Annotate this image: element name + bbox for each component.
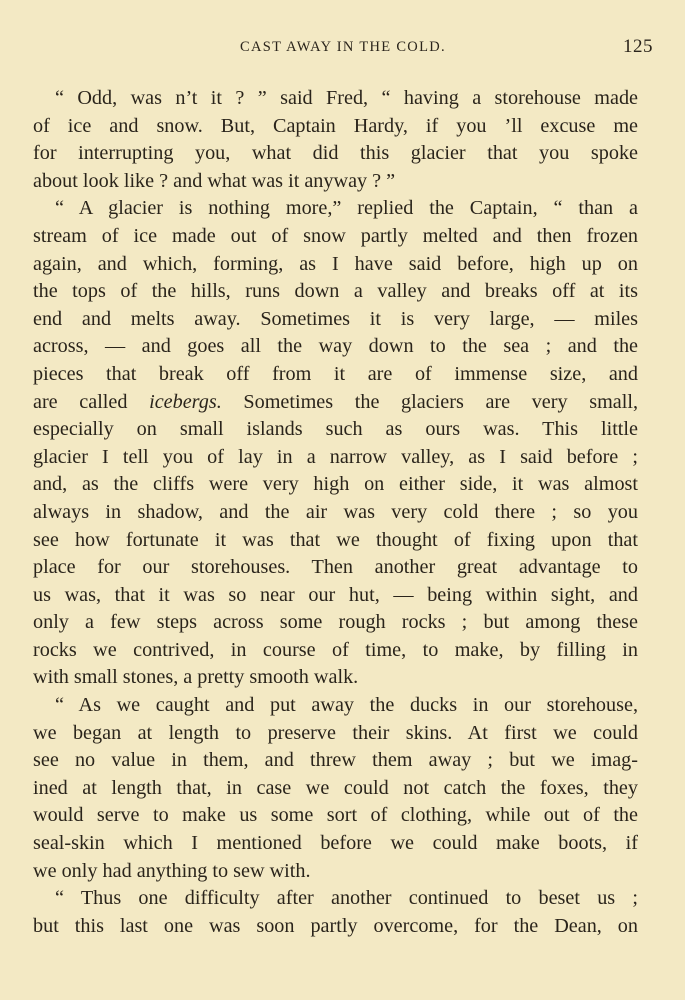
text-line: “ Thus one difficulty after another continued to beset us ;: [55, 887, 638, 910]
text-line: always in shadow, and the air was very cold there ; so you: [33, 500, 638, 523]
running-title: CAST AWAY IN THE COLD.: [240, 39, 446, 55]
text-line: see no value in them, and threw them away ; but we imag-: [33, 749, 638, 772]
text-line: we only had anything to sew with.: [33, 859, 311, 882]
text-line: us was, that it was so near our hut, — being within sight, and: [33, 583, 638, 606]
text-segment: are called: [33, 390, 150, 413]
page-number: 125: [623, 36, 653, 57]
text-line: place for our storehouses. Then another great advantage to: [33, 556, 638, 579]
text-line: the tops of the hills, runs down a valley and breaks off at its: [33, 280, 638, 303]
text-line: about look like ? and what was it anyway ? ”: [33, 169, 396, 192]
text-line: especially on small islands such as ours was. This little: [33, 418, 638, 441]
italic-term: icebergs.: [149, 390, 222, 413]
text-line: seal-skin which I mentioned before we could make boots, if: [33, 832, 638, 855]
text-line: only a few steps across some rough rocks ; but among these: [33, 611, 638, 634]
text-line-with-italic: [33, 389, 638, 417]
text-line: stream of ice made out of snow partly melted and then frozen: [33, 224, 638, 247]
body-text: [33, 85, 638, 940]
text-line: see how fortunate it was that we thought of fixing upon that: [33, 528, 638, 551]
text-line: for interrupting you, what did this glacier that you spoke: [33, 142, 638, 165]
text-line: “ A glacier is nothing more,” replied the Captain, “ than a: [55, 197, 638, 220]
text-line: across, — and goes all the way down to the sea ; and the: [33, 335, 638, 358]
text-line: end and melts away. Sometimes it is very large, — miles: [33, 307, 638, 330]
text-line: we began at length to preserve their skins. At first we could: [33, 721, 638, 744]
text-line: pieces that break off from it are of immense size, and: [33, 362, 638, 385]
text-line: would serve to make us some sort of clothing, while out of the: [33, 804, 638, 827]
text-line: ined at length that, in case we could not catch the foxes, they: [33, 776, 638, 799]
text-segment: Sometimes the glaciers are very small,: [221, 390, 638, 413]
text-line: again, and which, forming, as I have said before, high up on: [33, 252, 638, 275]
running-head: [33, 36, 653, 60]
text-line: but this last one was soon partly overcome, for the Dean, on: [33, 914, 638, 937]
text-line: with small stones, a pretty smooth walk.: [33, 666, 359, 689]
text-line: and, as the cliffs were very high on either side, it was almost: [33, 473, 638, 496]
text-line: glacier I tell you of lay in a narrow valley, as I said before ;: [33, 445, 638, 468]
text-line: “ As we caught and put away the ducks in our storehouse,: [55, 694, 638, 717]
text-line: “ Odd, was n’t it ? ” said Fred, “ having a storehouse made: [55, 87, 638, 109]
text-line: of ice and snow. But, Captain Hardy, if you ’ll excuse me: [33, 114, 638, 137]
text-line: rocks we contrived, in course of time, to make, by filling in: [33, 638, 638, 661]
